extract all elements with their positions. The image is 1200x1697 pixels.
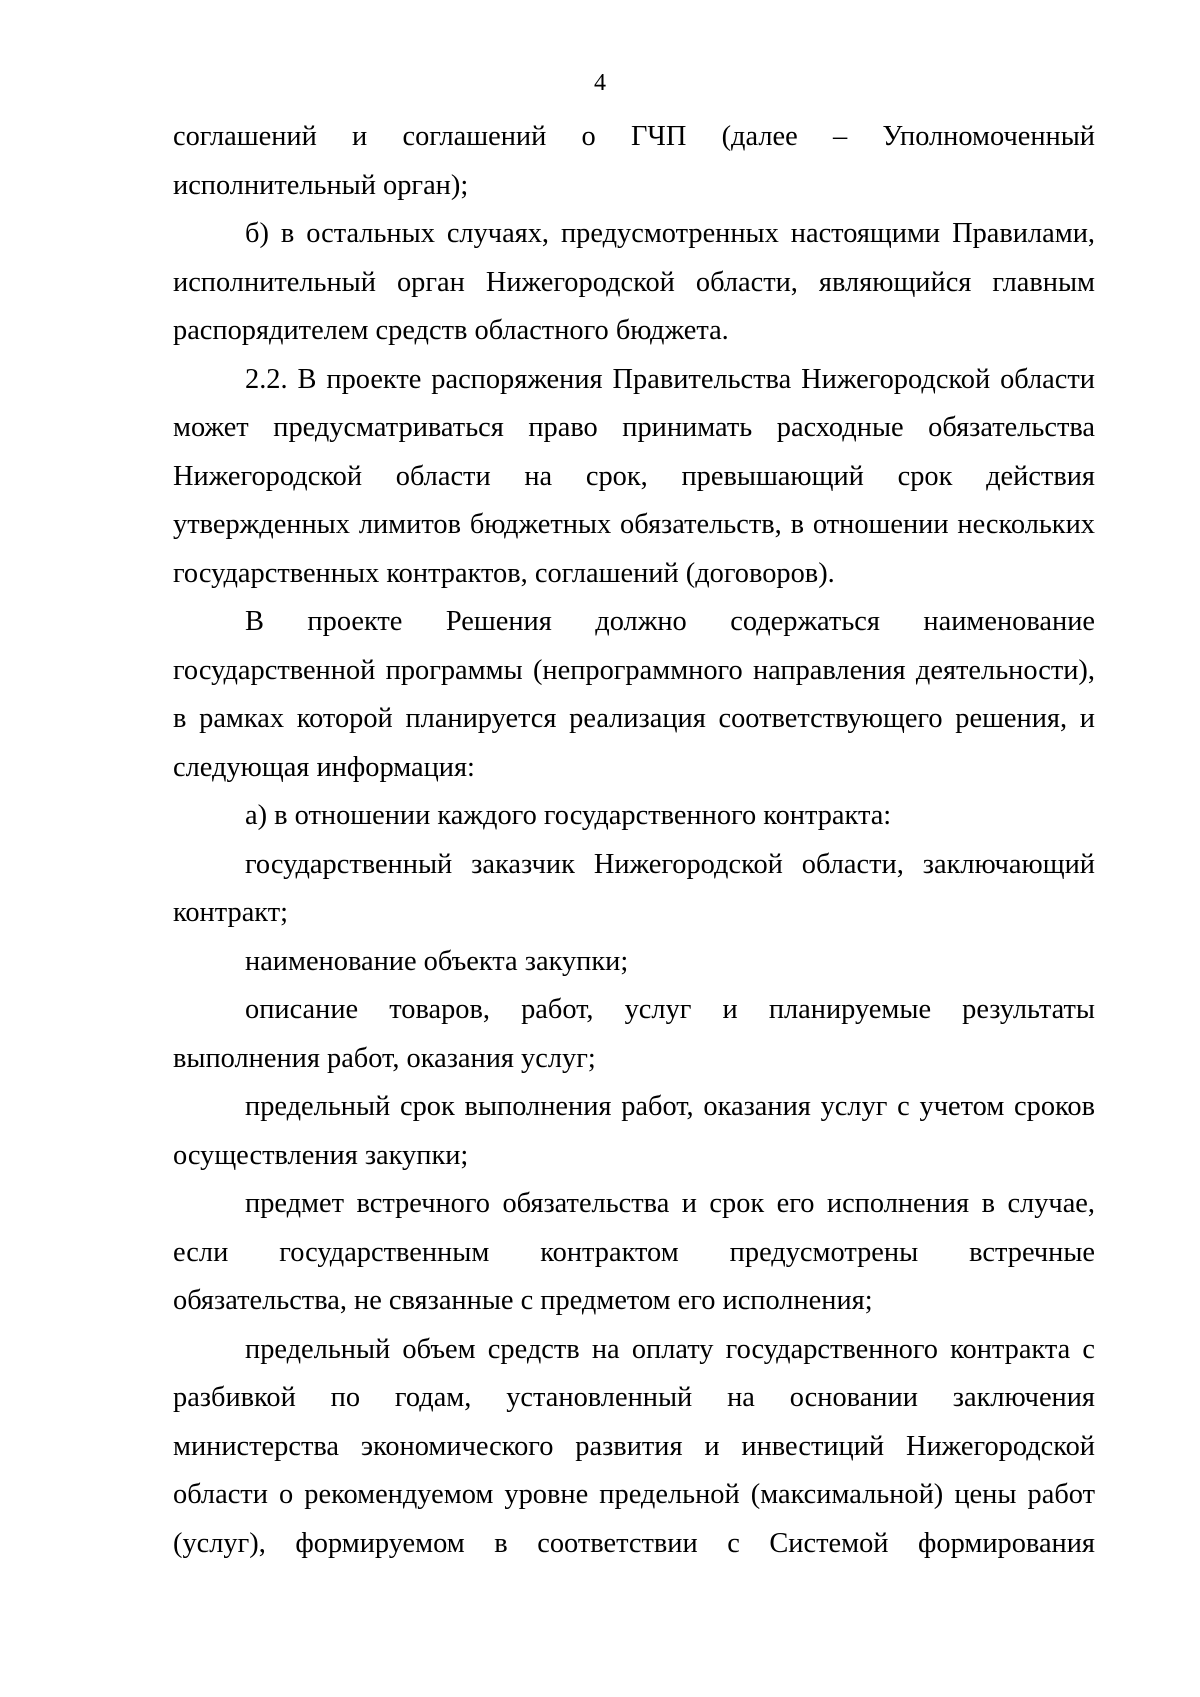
paragraph-counter-obligation: предмет встречного обязательства и срок его исполнения в случае, если государственным контрактом предусмотрены встречные обязательства, не связанные с предметом его исполнения; bbox=[173, 1188, 1095, 1316]
paragraph-continuation-ppp: соглашений и соглашений о ГЧП (далее – Уполномоченный исполнительный орган); bbox=[173, 121, 1095, 201]
paragraph-item-b: б) в остальных случаях, предусмотренных настоящими Правилами, исполнительный орган Нижегородской области, являющийся главным распорядителем средств областного бюджета. bbox=[173, 218, 1095, 346]
paragraph-2-2: 2.2. В проекте распоряжения Правительства Нижегородской области может предусматриваться право принимать расходные обязательства Нижегородской области на срок, превышающий срок действия утвержденных лимитов бюджетных обязательств, в отношении нескольких государственных контрактов, соглашений (договоров). bbox=[173, 363, 1095, 589]
paragraph-funding-limit: предельный объем средств на оплату государственного контракта с разбивкой по годам, установленный на основании заключения министерства экономического развития и инвестиций Нижегородской области о рекомендуемом уровне предельной (максимальной) цены работ (услуг), формируемом в соответствии с Системой формирования bbox=[173, 1333, 1095, 1559]
document-body bbox=[173, 113, 1095, 1568]
page-number: 4 bbox=[594, 70, 606, 96]
paragraph-customer: государственный заказчик Нижегородской области, заключающий контракт; bbox=[173, 848, 1095, 928]
paragraph-deadline: предельный срок выполнения работ, оказания услуг с учетом сроков осуществления закупки; bbox=[173, 1091, 1095, 1171]
paragraph-procurement-object: наименование объекта закупки; bbox=[245, 945, 629, 977]
paragraph-item-a: а) в отношении каждого государственного контракта: bbox=[245, 800, 892, 831]
paragraph-goods-description: описание товаров, работ, услуг и планируемые результаты выполнения работ, оказания услуг; bbox=[173, 994, 1095, 1074]
paragraph-decision-content: В проекте Решения должно содержаться наименование государственной программы (непрограммного направления деятельности), в рамках которой планируется реализация соответствующего решения, и следующая информация: bbox=[173, 606, 1095, 783]
